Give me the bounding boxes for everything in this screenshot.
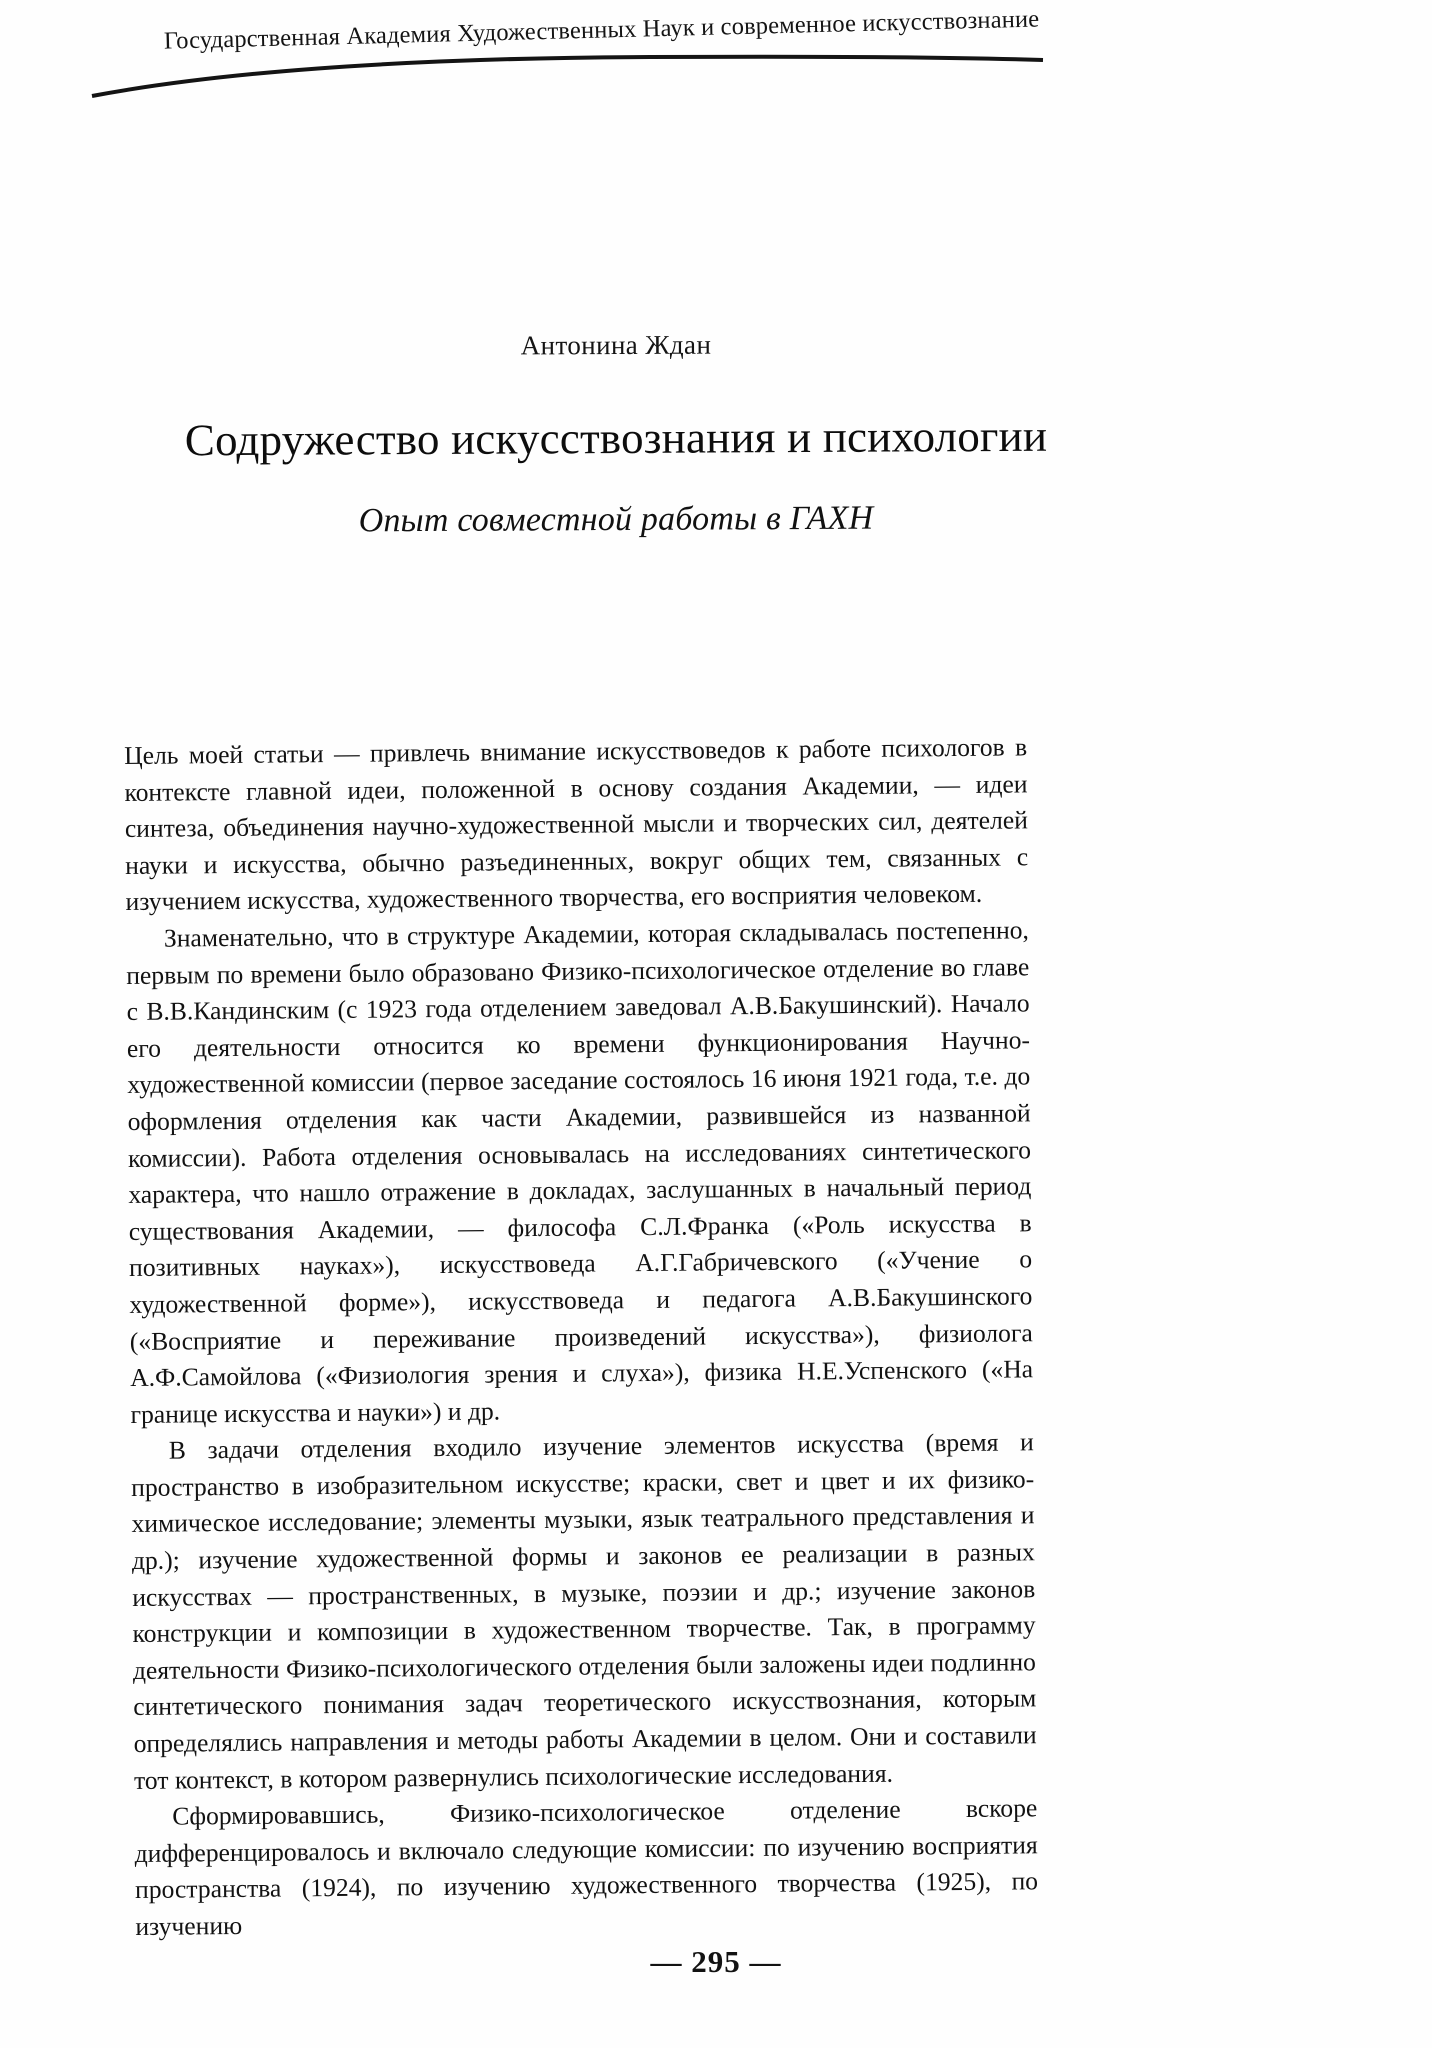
article-subtitle: Опыт совместной работы в ГАХН xyxy=(358,500,874,540)
running-head xyxy=(150,4,1090,56)
paragraph: Цель моей статьи — привлечь внимание искусствоведов к работе психологов в контексте главной идеи, положенной в основу создания Академии, — идеи синтеза, объединения научно-художественной мысли и творческих сил, деятелей науки и искусства, обычно разъединенных, вокруг общих тем, связанных с изучением искусства, художественного творчества, его восприятия человеком. xyxy=(124,732,1029,917)
title-block xyxy=(116,330,1116,539)
body-text xyxy=(124,729,1039,1945)
running-head-rule-icon xyxy=(90,52,1045,98)
page-number: — 295 — xyxy=(650,1944,782,1979)
paragraph: Знаменательно, что в структуре Академии, которая складывалась постепенно, первым по времени было образовано Физико-психологическое отделение во главе с В.В.Кандинским (с 1923 года отделением заведовал А.В.Бакушинский). Начало его деятельности относится ко времени функционирования Научно-художественной комиссии (первое заседание состоялось 16 июня 1921 года, т.е. до оформления отделения как части Академии, развившейся из названной комиссии). Работа отделения основывалась на исследованиях синтетического характера, что нашло отражение в докладах, заслушанных в начальный период существования Академии, — философа С.Л.Франка («Роль искусства в позитивных науках»), искусствоведа А.Г.Габричевского («Учение о художественной форме»), искусствоведа и педагога А.В.Бакушинского («Восприятие и переживание произведений искусства»), физиолога А.Ф.Самойлова («Физиология зрения и слуха»), физика Н.Е.Успенского («На границе искусства и науки») и др. xyxy=(126,915,1034,1429)
running-head-area xyxy=(0,0,1432,120)
author-name: Антонина Ждан xyxy=(520,329,712,361)
article-title: Содружество искусствознания и психологии xyxy=(184,410,1048,466)
paragraph: Сформировавшись, Физико-психологическое отделение вскоре дифференцировалось и включало следующие комиссии: по изучению восприятия пространства (1924), по изучению художественного творчества (1925), по изучению xyxy=(134,1793,1039,1941)
paragraph: В задачи отделения входило изучение элементов искусства (время и пространство в изобразительном искусстве; краски, свет и цвет и их физико-химическое исследование; элементы музыки, язык театрального представления и др.); изучение художественной формы и законов ее реализации в разных искусствах — пространственных, в музыке, поэзии и др.; изучение законов конструкции и композиции в художественном творчестве. Так, в программу деятельности Физико-психологического отделения были заложены идеи подлинно синтетического понимания задач теоретического искусствознания, которым определялись направления и методы работы Академии в целом. Они и составили тот контекст, в котором развернулись психологические исследования. xyxy=(131,1427,1037,1795)
running-head-text: Государственная Академия Художественных Наук и современное искусствознание xyxy=(163,5,1040,55)
